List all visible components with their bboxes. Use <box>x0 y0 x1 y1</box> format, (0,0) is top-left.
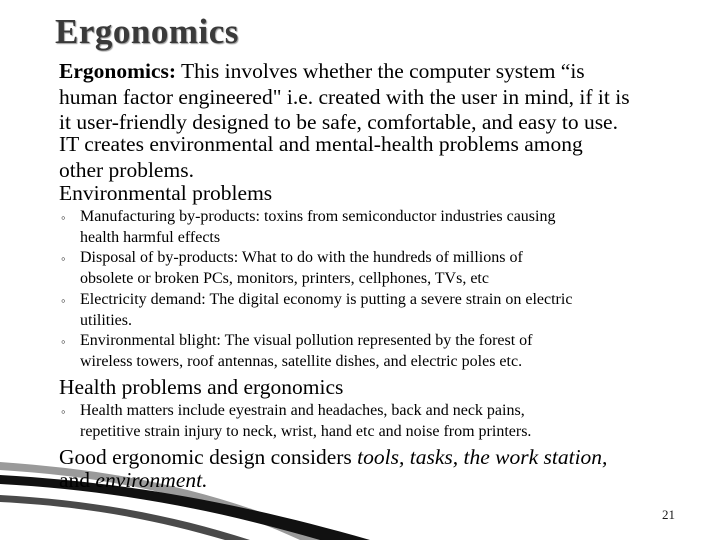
bullet-2-line-1: IT creates environmental and mental-health problems among <box>59 132 583 156</box>
slide-title: Ergonomics <box>55 12 239 51</box>
bullet-1-line-2: human factor engineered" i.e. created with the user in mind, if it is <box>59 84 630 109</box>
sub-bullet-3-4-line-2: wireless towers, roof antennas, satellite dishes, and electric poles etc. <box>80 352 523 370</box>
circle-bullet-icon: ◦ <box>61 404 66 419</box>
bullet-5-text-2: and <box>59 468 96 492</box>
bullet-1-term: Ergonomics: <box>59 59 177 83</box>
sub-bullet-3-3-line-2: utilities. <box>80 311 132 329</box>
sub-bullet-3-3-line-1: Electricity demand: The digital economy is putting a severe strain on electric <box>80 290 573 308</box>
circle-bullet-icon: ◦ <box>61 210 66 225</box>
bullet-5-line-2 <box>59 468 207 494</box>
bullet-5-emphasis-2: environment. <box>95 468 208 492</box>
bullet-1-line-3: it user-friendly designed to be safe, comfortable, and easy to use. <box>59 110 618 134</box>
bullet-5-text: Good ergonomic design considers <box>59 445 358 469</box>
sub-bullet-3-1-line-2: health harmful effects <box>80 228 221 246</box>
circle-bullet-icon: ◦ <box>61 251 66 266</box>
bullet-4-line-1: Health problems and ergonomics <box>59 375 344 399</box>
sub-bullet-4-1-line-1: Health matters include eyestrain and headaches, back and neck pains, <box>80 402 525 419</box>
sub-bullet-3-1-line-1: Manufacturing by-products: toxins from semiconductor industries causing <box>80 208 556 225</box>
circle-bullet-icon: ◦ <box>61 293 66 308</box>
bullet-1-text: This involves whether the computer system “is <box>176 59 585 83</box>
sub-bullet-3-2-line-1: Disposal of by-products: What to do with the hundreds of millions of <box>80 249 523 267</box>
bullet-3-line-1: Environmental problems <box>59 181 273 205</box>
bullet-5-emphasis: tools, tasks, the work station, <box>357 445 608 469</box>
sub-bullet-3-2-line-2: obsolete or broken PCs, monitors, printers, cellphones, TVs, etc <box>80 270 489 288</box>
sub-bullet-4-1-line-2: repetitive strain injury to neck, wrist, hand etc and noise from printers. <box>80 422 532 440</box>
sub-bullet-3-4-line-1: Environmental blight: The visual pollution represented by the forest of <box>80 332 533 350</box>
bullet-1-line-1 <box>59 59 585 85</box>
bullet-5-line-1 <box>59 445 607 471</box>
circle-bullet-icon: ◦ <box>61 334 66 349</box>
page-number: 21 <box>662 507 675 522</box>
bullet-2-line-2: other problems. <box>59 157 194 182</box>
